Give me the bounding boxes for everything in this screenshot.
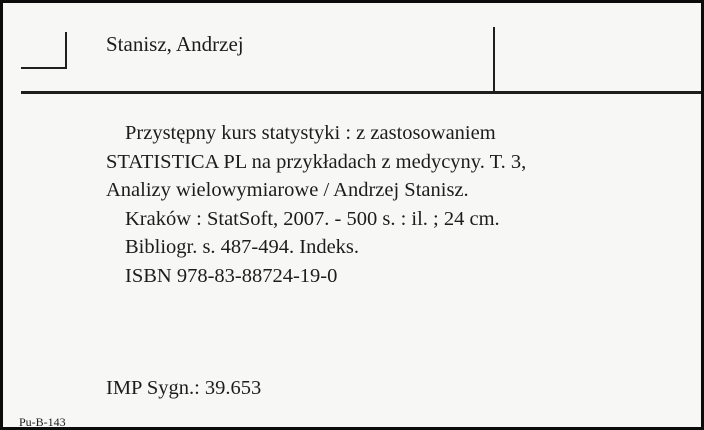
notes-line: Bibliogr. s. 487-494. Indeks.: [125, 236, 360, 259]
heading-divider: [21, 91, 701, 94]
isbn-line: ISBN 978-83-88724-19-0: [125, 264, 338, 287]
call-number: IMP Sygn.: 39.653: [106, 377, 262, 399]
bibliographic-entry: [106, 119, 526, 291]
title-line-1: Przystępny kurs statystyki : z zastosowaniem: [125, 122, 496, 144]
form-code: Pu-B-143: [19, 415, 66, 429]
bottom-divider: [19, 427, 701, 428]
vertical-divider: [493, 27, 495, 91]
imprint-line: Kraków : StatSoft, 2007. - 500 s. : il. ; 24 cm.: [125, 207, 500, 230]
corner-bracket-mark: [21, 32, 67, 69]
title-line-3: Analizy wielowymiarowe / Andrzej Stanisz.: [106, 179, 469, 202]
author-heading: Stanisz, Andrzej: [106, 32, 244, 56]
title-line-2: STATISTICA PL na przykładach z medycyny. T. 3,: [106, 150, 527, 173]
